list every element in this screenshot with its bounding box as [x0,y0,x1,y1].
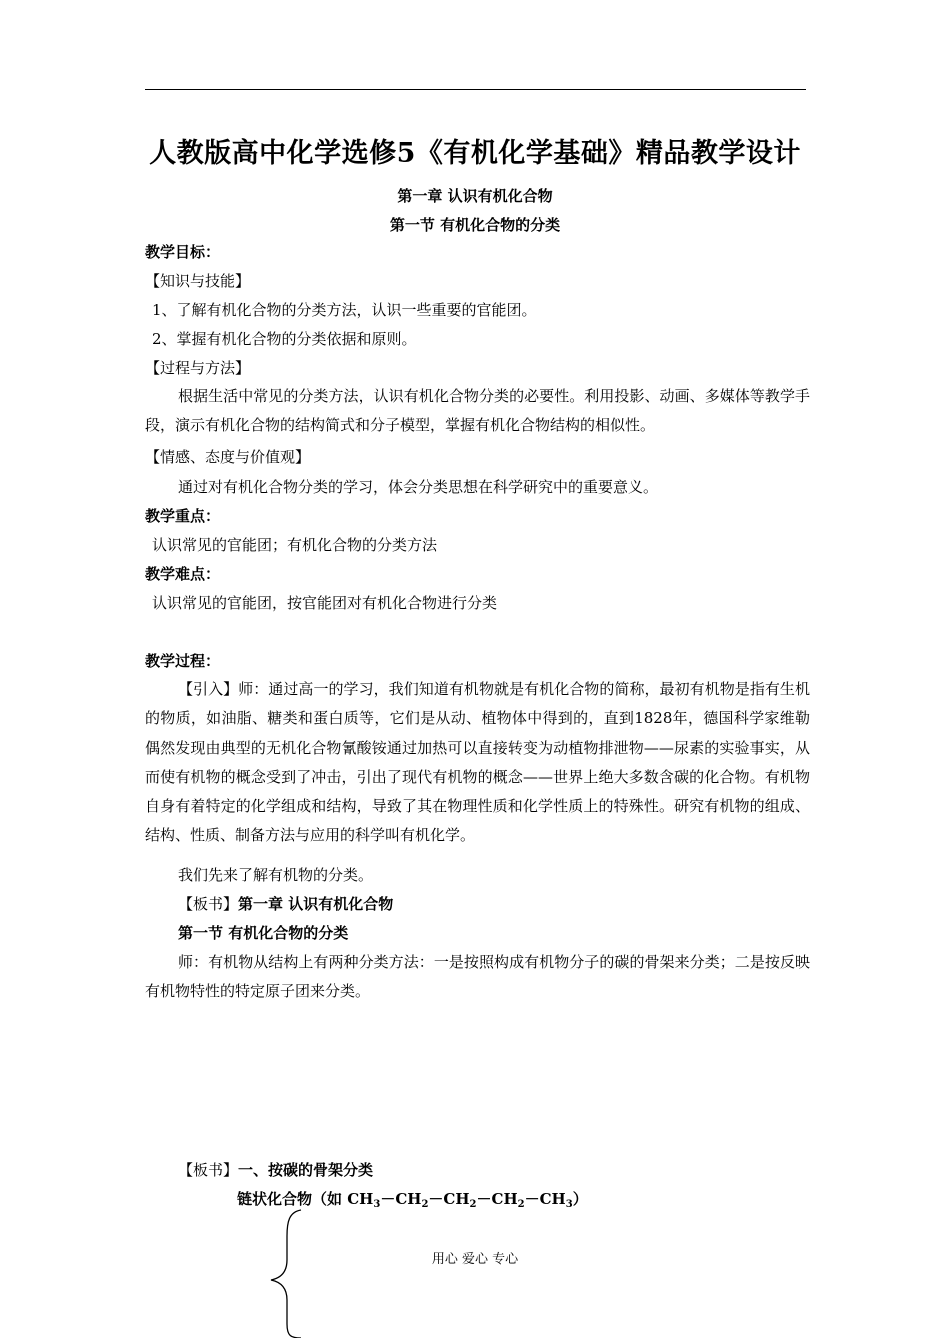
chapter-heading: 第一章 认识有机化合物 [397,187,553,205]
emotion-heading: 【情感、态度与价值观】 [145,448,311,466]
document-title: 人教版高中化学选修5《有机化学基础》精品教学设计 [149,138,801,169]
difficulties-heading: 教学难点： [145,565,221,583]
board-classification-title: 一、按碳的骨架分类 [238,1161,374,1179]
intro-text: 师：通过高一的学习，我们知道有机物就是有机化合物的简称，最初有机物是指有生机的物质，如油脂、糖类和蛋白质等，它们是从动、植物体中得到的，直到1828年，德国科学家维勒偶然发现由典型的无机化合物氰酸铵通过加热可以直接转变为动植物排泄物——尿素的实验事实，从而使有机物的概念受到了冲击，引出了现代有机物的概念——世界上绝大多数含碳的化合物。有机物自身有着特定的化学组成和结构，导致了其在物理性质和化学性质上的特殊性。研究有机物的组成、结构、性质、制备方法与应用的科学叫有机化学。 [145,680,810,845]
section-heading: 第一节 有机化合物的分类 [389,216,561,234]
intro-label: 【引入】 [178,680,239,698]
knowledge-heading: 【知识与技能】 [145,272,251,290]
intro-paragraph [145,675,810,851]
process-section-heading: 教学过程： [145,652,221,670]
board-line-2 [178,1160,373,1180]
difficulties-text: 认识常见的官能团，按官能团对有机化合物进行分类 [152,594,498,612]
process-heading: 【过程与方法】 [145,359,251,377]
process-paragraph: 根据生活中常见的分类方法，认识有机化合物分类的必要性。利用投影、动画、多媒体等教学手段，演示有机化合物的结构简式和分子模型，掌握有机化合物结构的相似性。 [145,387,810,435]
chain-formula: $CH_3-CH_2-CH_2-CH_2-CH_3$ [347,1190,573,1210]
key-points-text: 认识常见的官能团；有机化合物的分类方法 [152,536,438,554]
knowledge-item: 1、了解有机化合物的分类方法，认识一些重要的官能团。 [152,301,537,319]
teacher-paragraph: 师：有机物从结构上有两种分类方法：一是按照构成有机物分子的碳的骨架来分类；二是按反映有机物特性的特定原子团来分类。 [145,953,810,1001]
emotion-paragraph: 通过对有机化合物分类的学习，体会分类思想在科学研究中的重要意义。 [178,478,659,496]
board-label: 【板书】 [178,1161,239,1179]
board-section: 第一节 有机化合物的分类 [178,924,349,942]
board-chapter: 第一章 认识有机化合物 [238,895,394,913]
board-line-1 [178,894,393,914]
left-brace [265,1208,305,1338]
page-footer: 用心 爱心 专心 [431,1252,519,1267]
goals-heading: 教学目标： [145,243,221,261]
follow-text: 我们先来了解有机物的分类。 [178,866,374,884]
knowledge-item: 2、掌握有机化合物的分类依据和原则。 [152,330,417,348]
chain-label: 链状化合物（如 [237,1190,348,1208]
key-points-heading: 教学重点： [145,507,221,525]
board-label: 【板书】 [178,895,239,913]
chain-compound-line [237,1189,588,1209]
chain-close: ） [572,1190,588,1208]
header-rule [145,89,806,90]
